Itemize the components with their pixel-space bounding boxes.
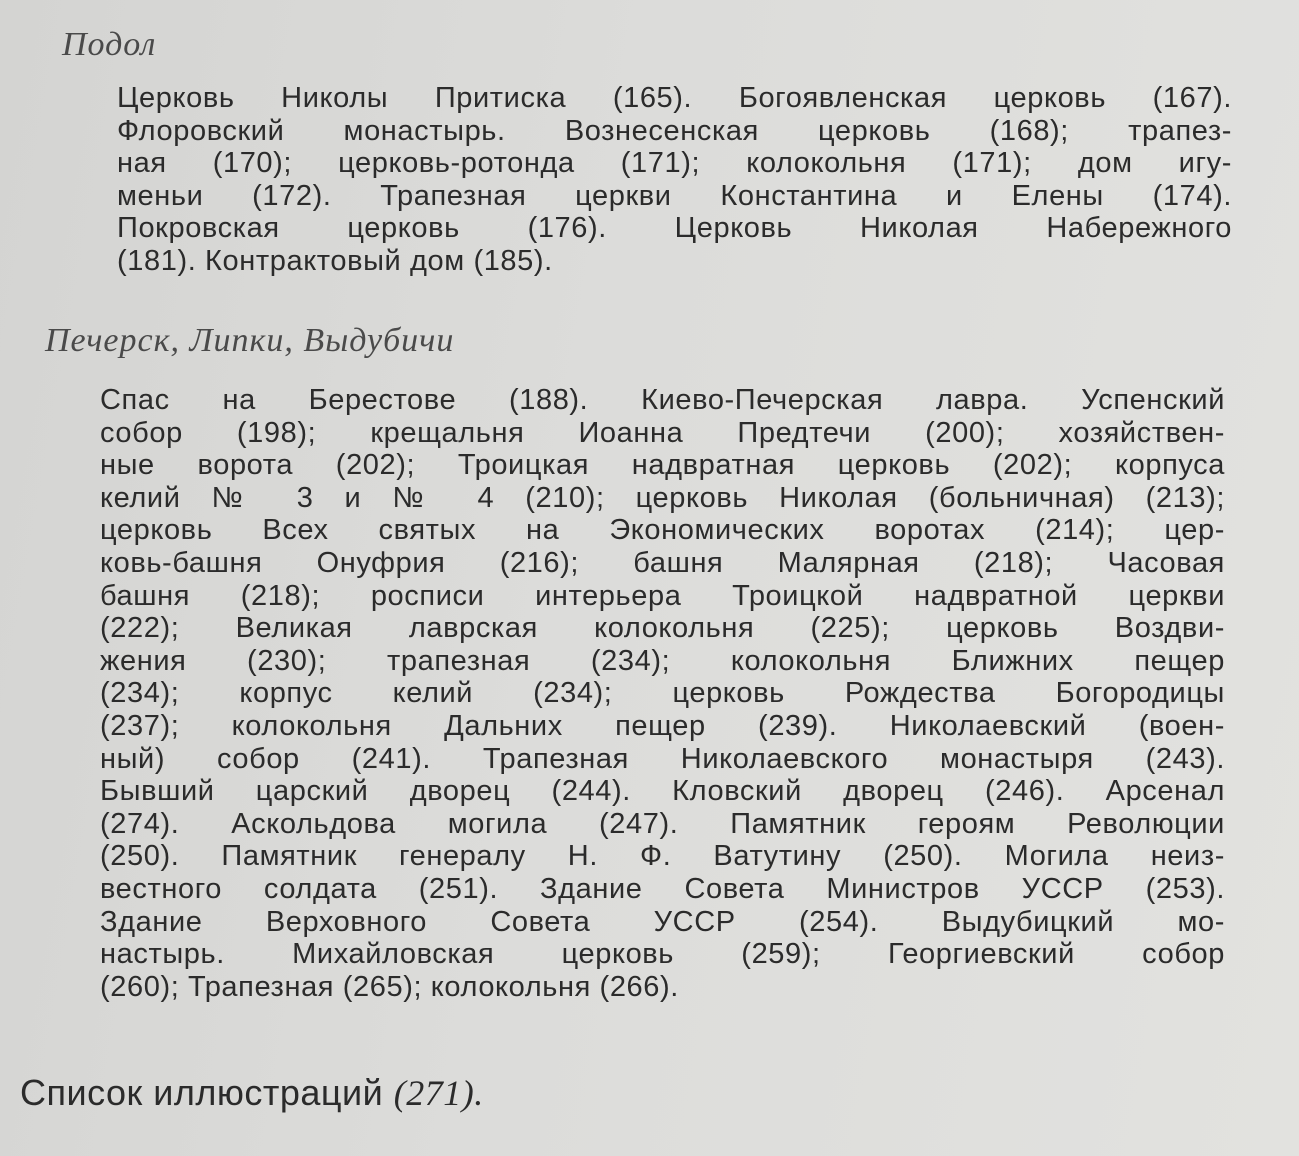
section-paragraph-podol	[117, 82, 1232, 278]
text-line: настырь. Михайловская церковь (259); Георгиевский собор	[100, 938, 1225, 971]
text-line: ная (170); церковь-ротонда (171); колокольня (171); дом игу-	[117, 147, 1232, 180]
section-paragraph-pechersk	[100, 384, 1225, 1003]
text-line: (260); Трапезная (265); колокольня (266).	[100, 970, 679, 1003]
text-line: (250). Памятник генералу Н. Ф. Ватутину (250). Могила неиз-	[100, 840, 1225, 873]
text-line: церковь Всех святых на Экономических воротах (214); цер-	[100, 514, 1225, 547]
text-line: Здание Верховного Совета УССР (254). Выдубицкий мо-	[100, 905, 1225, 938]
text-line: башня (218); росписи интерьера Троицкой надвратной церкви	[100, 579, 1225, 612]
illustrations-list-label: Список иллюстраций	[20, 1072, 384, 1113]
text-line: (237); колокольня Дальних пещер (239). Николаевский (воен-	[100, 709, 1225, 742]
text-line: ный) собор (241). Трапезная Николаевского монастыря (243).	[100, 742, 1225, 775]
text-line: Бывший царский дворец (244). Кловский дворец (246). Арсенал	[100, 775, 1225, 808]
text-line: Покровская церковь (176). Церковь Николая Набережного	[117, 212, 1232, 245]
text-line: вестного солдата (251). Здание Совета Министров УССР (253).	[100, 872, 1225, 905]
text-line: Церковь Николы Притиска (165). Богоявленская церковь (167).	[117, 82, 1232, 114]
text-line: ковь-башня Онуфрия (216); башня Малярная (218); Часовая	[100, 546, 1225, 579]
text-line: (234); корпус келий (234); церковь Рождества Богородицы	[100, 677, 1225, 710]
section-heading-pechersk: Печерск, Липки, Выдубичи	[45, 322, 455, 359]
text-line: ные ворота (202); Троицкая надвратная церковь (202); корпуса	[100, 449, 1225, 482]
text-line: меньи (172). Трапезная церкви Константина и Елены (174).	[117, 179, 1232, 212]
text-line: (274). Аскольдова могила (247). Памятник героям Революции	[100, 807, 1225, 840]
text-line: Флоровский монастырь. Вознесенская церковь (168); трапез-	[117, 114, 1232, 147]
section-heading-podol: Подол	[62, 26, 157, 63]
text-line: келий № 3 и № 4 (210); церковь Николая (больничная) (213);	[100, 481, 1225, 514]
text-line: жения (230); трапезная (234); колокольня Ближних пещер	[100, 644, 1225, 677]
text-line: Спас на Берестове (188). Киево-Печерская лавра. Успенский	[100, 384, 1225, 416]
illustrations-list-entry	[20, 1072, 484, 1114]
illustrations-list-page: (271).	[393, 1073, 484, 1113]
text-line: (181). Контрактовый дом (185).	[117, 244, 553, 277]
text-line: собор (198); крещальня Иоанна Предтечи (200); хозяйствен-	[100, 416, 1225, 449]
text-line: (222); Великая лаврская колокольня (225); церковь Воздви-	[100, 612, 1225, 645]
